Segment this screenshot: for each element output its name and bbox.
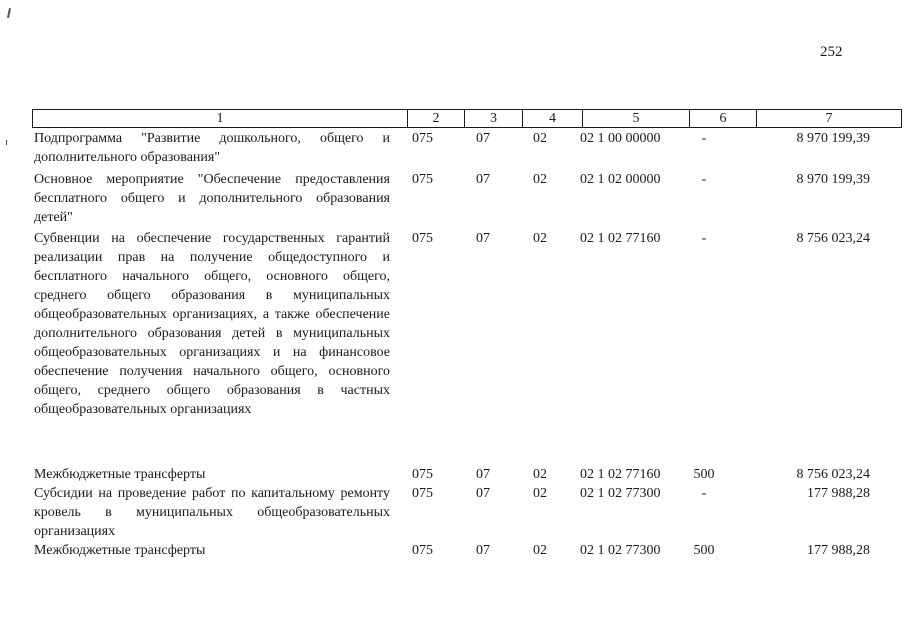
section-code: 07 [476,131,490,146]
table-header [32,109,902,128]
row-name: Основное мероприятие "Обеспечение предоставления бесплатного общего и дополнительного образования детей" [34,172,390,225]
amount: 177 988,28 [807,486,870,501]
row-name: Подпрограмма "Развитие дошкольного, общего и дополнительного образования" [34,131,390,165]
column-header: 1 [33,110,408,128]
section-code: 07 [476,172,490,187]
row-name: Субвенции на обеспечение государственных гарантий реализации прав на получение общедоступного и бесплатного начального общего, основного общего, среднего общего образования в муниципальных общеобразовательных организациях, а также обеспечение дополнительного образования детей в муниципальных общеобразовательных организациях и на финансовое обеспечение получения начального общего, основного общего, среднего общего образования в частных общеобразовательных организациях [34,231,390,417]
expense-type: - [701,231,707,246]
subsection-code: 02 [533,172,547,187]
subsection-code: 02 [533,543,547,558]
subsection-code: 02 [533,467,547,482]
column-header: 4 [523,110,583,128]
subsection-code: 02 [533,131,547,146]
column-header: 5 [583,110,690,128]
target-article: 02 1 02 77300 [580,486,661,501]
section-code: 07 [476,231,490,246]
section-code: 07 [476,543,490,558]
column-header: 6 [690,110,757,128]
amount: 8 970 199,39 [796,131,870,146]
page-number: 252 [820,44,843,60]
amount: 8 756 023,24 [796,467,870,482]
column-header: 7 [757,110,902,128]
scan-mark [6,140,7,145]
header-row [33,110,902,128]
expense-type: - [701,172,707,187]
target-article: 02 1 02 77160 [580,231,661,246]
admin-code: 075 [412,543,433,558]
expense-type: 500 [693,467,715,482]
scan-mark [7,8,11,18]
admin-code: 075 [412,231,433,246]
row-name: Межбюджетные трансферты [34,467,206,482]
amount: 8 756 023,24 [796,231,870,246]
subsection-code: 02 [533,231,547,246]
expense-type: - [701,131,707,146]
subsection-code: 02 [533,486,547,501]
target-article: 02 1 02 77160 [580,467,661,482]
expense-type: 500 [693,543,715,558]
section-code: 07 [476,486,490,501]
admin-code: 075 [412,467,433,482]
expense-type: - [701,486,707,501]
admin-code: 075 [412,131,433,146]
row-name: Субсидии на проведение работ по капитальному ремонту кровель в муниципальных общеобразовательных организациях [34,486,390,539]
admin-code: 075 [412,172,433,187]
target-article: 02 1 02 77300 [580,543,661,558]
section-code: 07 [476,467,490,482]
target-article: 02 1 02 00000 [580,172,661,187]
target-article: 02 1 00 00000 [580,131,661,146]
amount: 8 970 199,39 [796,172,870,187]
amount: 177 988,28 [807,543,870,558]
row-name: Межбюджетные трансферты [34,543,206,558]
admin-code: 075 [412,486,433,501]
column-header: 3 [465,110,523,128]
column-header: 2 [408,110,465,128]
